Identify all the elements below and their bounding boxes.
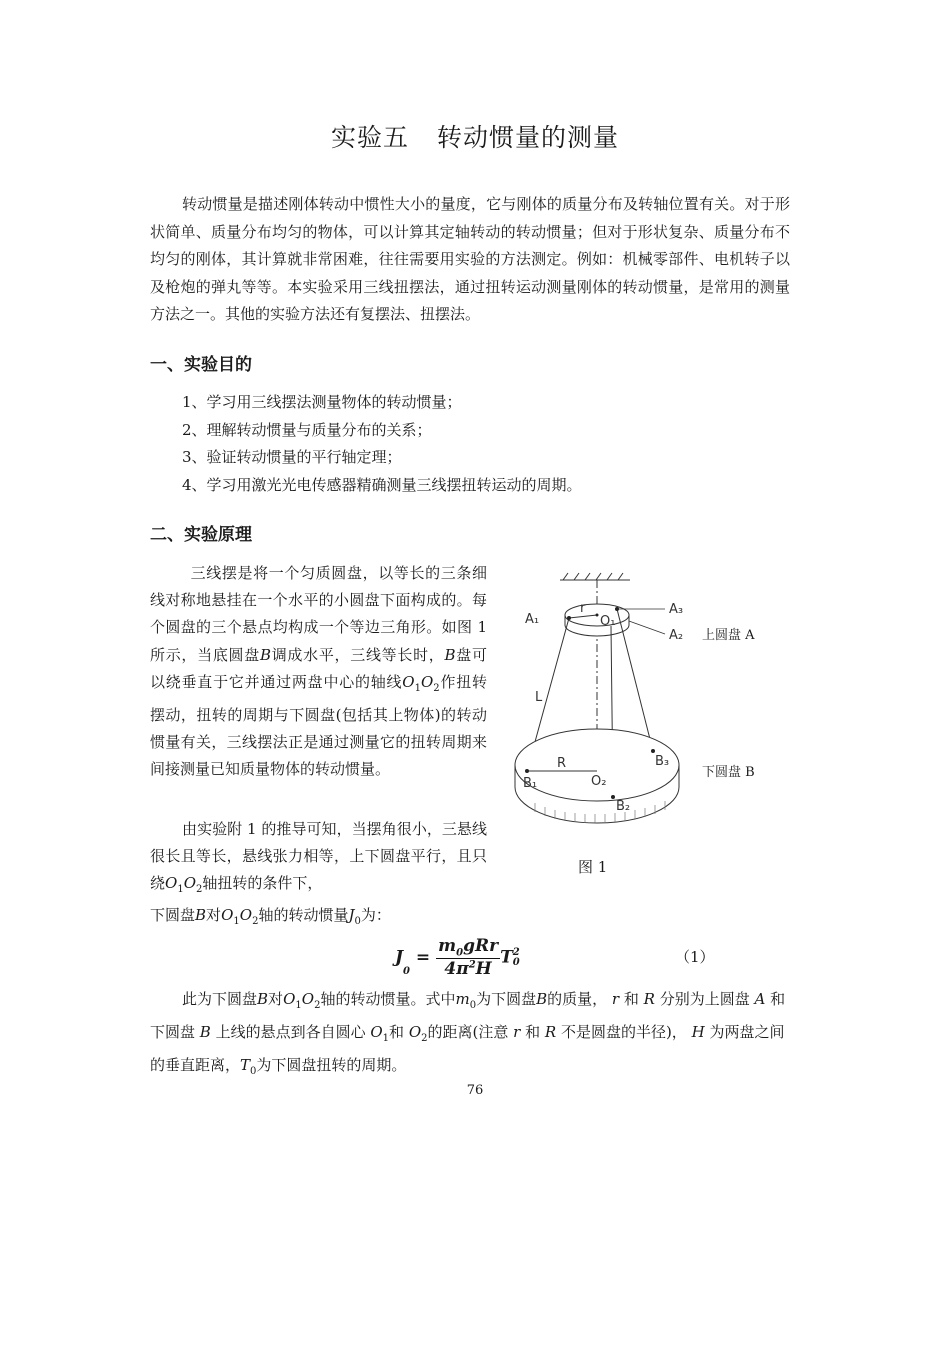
label-b1: B₁ [523,776,538,791]
label-upper-disk: 上圆盘 A [702,628,755,643]
formula-1: $J_0$ = $\frac{m_0gRr}{4\pi^2H}$ T2 0 [395,936,520,980]
page-number: 76 [466,1083,484,1098]
principle-paragraph-2: 由实验附 1 的推导可知，当摆角很小，三悬线很长且等长，悬线张力相等，上下圆盘平行，且只绕$O_1O_2$轴扭转的条件下， [150,820,487,896]
label-a3: A₃ [669,602,684,617]
label-a1: A₁ [525,612,540,627]
equation-number: （1） [675,948,715,966]
label-R: R [557,756,567,771]
pointer-a2 [629,621,665,634]
intro-paragraph: 转动惯量是描述刚体转动中惯性大小的量度，它与刚体的质量分布及转轴位置有关。对于形状简单、质量分布均匀的物体，可以计算其定轴转动的转动惯量；但对于形状复杂、质量分布不均匀的刚体，其计算就非常困难，往往需要用实验的方法测定。例如：机械零部件、电机转子以及枪炮的弹丸等等。本实验采用三线扭摆法，通过扭转运动测量刚体的转动惯量，是常用的测量方法之一。其他的实验方法还有复摆法、扭摆法。 [150,195,790,323]
title-part1: 实验五 [330,123,409,152]
ceiling-hatch [560,573,630,580]
label-o2: O₂ [591,774,607,789]
label-b2: B₂ [616,799,631,814]
principle-paragraph-4: 此为下圆盘B对$O_1O_2$轴的转动惯量。式中$m_0$为下圆盘B的质量， r 和 R 分别为上圆盘 A 和下圆盘 B 上线的悬点到各自圆心 $O_1$和 $O_2$的距离(注意 r 和 R 不是圆盘的半径)， H 为两盘之间的垂直距离，$T_0$为下圆盘扭转的周期。 [150,990,786,1078]
list-item: 4、学习用激光光电传感器精确测量三线摆扭转运动的周期。 [182,475,582,494]
label-r: r [580,601,586,616]
list-item: 2、理解转动惯量与质量分布的关系； [182,420,432,439]
section2-heading: 二、实验原理 [150,525,252,545]
page-title [0,118,950,154]
label-a2: A₂ [669,628,684,643]
list-item: 1、学习用三线摆法测量物体的转动惯量； [182,393,462,411]
principle-paragraph-3: 下圆盘B对$O_1O_2$轴的转动惯量$J_0$为： [150,906,391,927]
principle-paragraph-1: 三线摆是将一个匀质圆盘，以等长的三条细线对称地悬挂在一个水平的小圆盘下面构成的。每个圆盘的三个悬点均构成一个等边三角形。如图 1 所示，当底圆盘B调成水平，三线等长时，B盘可以绕垂直于它并通过两盘中心的轴线$O_1O_2$作扭转摆动，扭转的周期与下圆盘(包括其上物体)的转动惯量有关，三线摆法正是通过测量它的扭转周期来间接测量已知质量物体的转动惯量。 [150,564,487,779]
label-b3: B₃ [655,754,670,769]
trifilar-pendulum-diagram [505,565,785,835]
label-o1: O₁ [600,614,616,629]
list-item: 3、验证转动惯量的平行轴定理； [182,448,402,466]
objectives-list [182,389,582,499]
label-lower-disk: 下圆盘 B [702,765,755,780]
title-part2: 转动惯量的测量 [437,123,620,152]
label-L: L [535,690,543,705]
section1-heading: 一、实验目的 [150,355,252,375]
figure-caption: 图 1 [578,858,608,876]
